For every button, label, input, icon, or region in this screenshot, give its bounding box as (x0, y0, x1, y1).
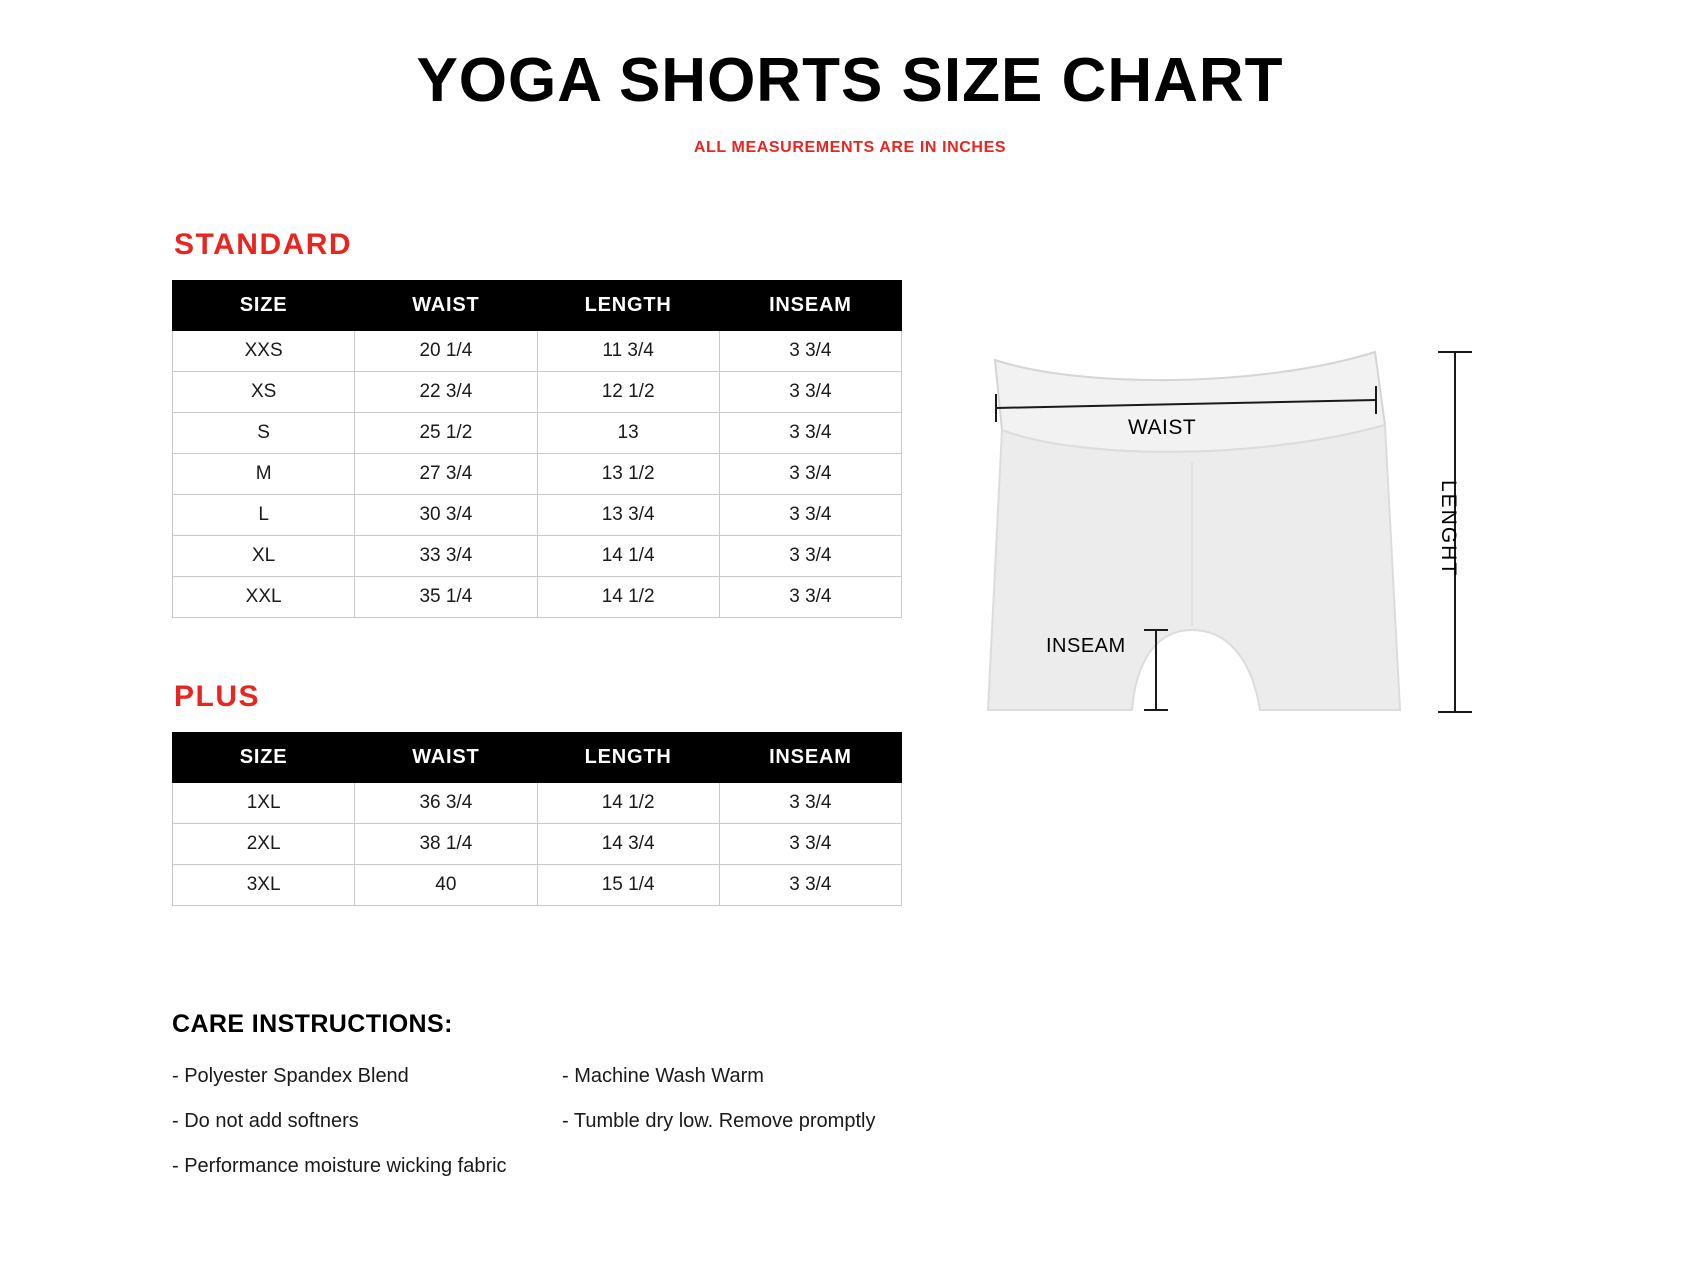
table-row (173, 536, 902, 577)
cell-size: L (173, 495, 355, 536)
care-item: - Performance moisture wicking fabric (172, 1155, 507, 1177)
cell-inseam: 3 3/4 (719, 536, 901, 577)
table-row (173, 454, 902, 495)
cell-size: S (173, 413, 355, 454)
section-spacer (172, 618, 912, 680)
care-instructions-title: CARE INSTRUCTIONS: (172, 1010, 453, 1038)
table-row (173, 372, 902, 413)
cell-inseam: 3 3/4 (719, 577, 901, 618)
cell-size: 3XL (173, 865, 355, 906)
shorts-body-shape (988, 425, 1400, 710)
cell-length: 13 (537, 413, 719, 454)
standard-size-table (172, 280, 902, 618)
cell-length: 14 1/2 (537, 783, 719, 824)
table-row (173, 865, 902, 906)
plus-size-table (172, 732, 902, 906)
cell-waist: 38 1/4 (355, 824, 537, 865)
care-row (172, 1065, 1072, 1088)
column-header-length: LENGTH (537, 281, 719, 331)
table-row (173, 495, 902, 536)
cell-length: 15 1/4 (537, 865, 719, 906)
cell-length: 13 1/2 (537, 454, 719, 495)
cell-size: 1XL (173, 783, 355, 824)
cell-length: 12 1/2 (537, 372, 719, 413)
column-header-inseam: INSEAM (719, 733, 901, 783)
care-row (172, 1110, 1072, 1133)
page-title: YOGA SHORTS SIZE CHART (416, 46, 1284, 115)
table-header-row (173, 733, 902, 783)
column-header-size: SIZE (173, 733, 355, 783)
cell-length: 13 3/4 (537, 495, 719, 536)
cell-size: XXS (173, 331, 355, 372)
cell-inseam: 3 3/4 (719, 865, 901, 906)
cell-length: 14 1/4 (537, 536, 719, 577)
column-header-length: LENGTH (537, 733, 719, 783)
cell-size: 2XL (173, 824, 355, 865)
table-header-row (173, 281, 902, 331)
cell-inseam: 3 3/4 (719, 495, 901, 536)
cell-waist: 33 3/4 (355, 536, 537, 577)
column-header-waist: WAIST (355, 281, 537, 331)
table-row (173, 783, 902, 824)
cell-inseam: 3 3/4 (719, 331, 901, 372)
standard-heading: STANDARD (174, 228, 353, 261)
cell-length: 11 3/4 (537, 331, 719, 372)
tables-column (172, 228, 912, 906)
cell-inseam: 3 3/4 (719, 413, 901, 454)
care-instructions (172, 1010, 1072, 1200)
page-subtitle: ALL MEASUREMENTS ARE IN INCHES (693, 139, 1007, 157)
cell-waist: 22 3/4 (355, 372, 537, 413)
shorts-diagram (960, 330, 1580, 810)
table-row (173, 577, 902, 618)
cell-waist: 40 (355, 865, 537, 906)
column-header-size: SIZE (173, 281, 355, 331)
cell-length: 14 1/2 (537, 577, 719, 618)
cell-waist: 36 3/4 (355, 783, 537, 824)
care-item: - Machine Wash Warm (562, 1065, 764, 1087)
cell-waist: 20 1/4 (355, 331, 537, 372)
cell-waist: 25 1/2 (355, 413, 537, 454)
cell-inseam: 3 3/4 (719, 783, 901, 824)
inseam-label: INSEAM (1046, 635, 1126, 657)
cell-waist: 35 1/4 (355, 577, 537, 618)
care-instructions-list (172, 1065, 1072, 1178)
cell-length: 14 3/4 (537, 824, 719, 865)
cell-waist: 27 3/4 (355, 454, 537, 495)
cell-size: XS (173, 372, 355, 413)
cell-size: XL (173, 536, 355, 577)
waist-label: WAIST (1128, 416, 1197, 439)
column-header-waist: WAIST (355, 733, 537, 783)
length-label: LENGHT (1437, 480, 1460, 578)
cell-size: M (173, 454, 355, 495)
care-item: - Do not add softners (172, 1110, 359, 1132)
care-row (172, 1155, 1072, 1178)
care-item: - Tumble dry low. Remove promptly (562, 1110, 876, 1132)
care-item: - Polyester Spandex Blend (172, 1065, 409, 1087)
cell-inseam: 3 3/4 (719, 372, 901, 413)
cell-size: XXL (173, 577, 355, 618)
table-row (173, 331, 902, 372)
table-row (173, 824, 902, 865)
plus-heading: PLUS (174, 680, 261, 713)
column-header-inseam: INSEAM (719, 281, 901, 331)
shorts-illustration-svg (960, 330, 1580, 810)
cell-inseam: 3 3/4 (719, 454, 901, 495)
cell-waist: 30 3/4 (355, 495, 537, 536)
table-row (173, 413, 902, 454)
cell-inseam: 3 3/4 (719, 824, 901, 865)
